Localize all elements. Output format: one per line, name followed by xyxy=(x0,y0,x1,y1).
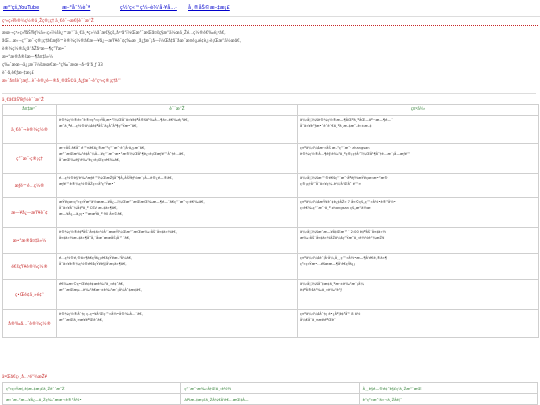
cell-text: ç›é€‰ç”¨æˆ·ä¸º zhangsan çš„æ“ä½œ xyxy=(300,206,371,210)
cell-text: ä¾‹å¦‚ï¼šè®¾ç½®æ—¶åŒºä¸ºåŒ—äº¬æ—¶é—´ xyxy=(300,118,393,122)
row-example xyxy=(298,198,539,228)
related-link[interactable]: APIæ–‡æ¡£ä¸Žå¼€å'è€…æŒ‡å— xyxy=(181,394,359,405)
table-row xyxy=(3,198,539,228)
cell-text: ç¤ºä¾‹ï¼šè´¦å·å¼‚å¸¸ç™»å½•æ—¶å‘é€é‚®ä»¶ xyxy=(300,256,388,260)
cell-text: è®¾ç½®é»˜è®¤ç³»ç»Ÿå‚æ•°ï¼Œå¯ä»¥è‡ªå®šä¹‰å…¶ä»–é€‰é¡¹ã€‚ xyxy=(59,118,189,122)
cell-text: æ”¯æŒä¸¤æ¥éªŒè¯ã€‚ xyxy=(59,318,104,322)
row-example xyxy=(298,116,539,144)
related-link[interactable]: ç³»ç»Ÿæ¦‚è¦æ–‡æ¡£ä¸Žè¯´æ˜Ž xyxy=(3,383,181,394)
table-row xyxy=(3,280,539,310)
table-row xyxy=(3,144,539,174)
intro-line: è®¾ç½®ä¿å˜åŽå³æ—¶ç”Ÿæ•ˆ xyxy=(2,46,67,51)
cell-text: è®¾ç½®è‡ªåŠ¨å¤‡ä»½å‘¨æœŸï¼Œæ”¯æŒæ‰‹åŠ¨å¤‡ä»½ã€‚ xyxy=(59,230,177,234)
cell-text: ç¤ºä¾‹ï¼šå¯†ç é•¿åº¦è‡³å°' 8 ä½ xyxy=(300,312,361,316)
column-header: å¤‡æ³¨ xyxy=(3,105,57,116)
row-description xyxy=(57,198,298,228)
intro-line: ç‰ˆæœ¬ä¿¡æ¯ï¼šæœ€æ–°ç‰ˆæœ¬å·²å‘å¸ƒ 33 xyxy=(2,62,103,67)
related-links-title: äºŒã€ç›¸å…³é“¾æŽ¥ xyxy=(2,374,48,379)
intro-line: è¯·å‚è€ƒæ–‡æ¡£ xyxy=(2,70,34,75)
cell-text: æ‰‹åŠ¨å¤‡ä»½åŽä¼šç”Ÿæˆä¸‹è½½é“¾æŽ¥ xyxy=(300,236,385,240)
cell-text: è®¾ç½®å¯†ç ç–ç•¥å'Œç™»å½•å®‰å…¨ã€‚ xyxy=(59,312,143,316)
related-link[interactable]: è”ç³»æˆ'ä»¬ä¸Žåé¦ˆ xyxy=(359,394,537,405)
table-row xyxy=(3,174,539,198)
cell-text: è®¾ç½®å…¶è§'è‰²ä¸ºç®¡ç†å‘˜ï¼Œå¹¶åˆ†é…æ¨¡å—æƒé™ xyxy=(300,152,411,156)
related-link[interactable]: æ›´æ–°æ—¥å¿—ä¸Žç‰ˆæœ¬è®°å½• xyxy=(3,394,181,405)
table-row xyxy=(3,310,539,338)
cell-text: ä¾‹å¦‚ï¼šæ¯æ—¥å‡Œæ™¨ 2:00 è‡ªåŠ¨å¤‡ä»½ xyxy=(300,230,387,234)
row-label: æ•°æ®å¤‡ä»½ xyxy=(3,228,57,254)
row-description xyxy=(57,254,298,280)
cell-text: æƒé™è®¾ç½®åŽç«‹å³ç”Ÿæ•ˆ xyxy=(59,182,116,186)
row-example xyxy=(298,310,539,338)
cell-text: ç³»ç»Ÿæ•…éšœæ—¶å‘é€çŸä¿¡ xyxy=(300,262,356,266)
cell-text: æ·»åŠ ã€åˆ é™¤ã€ä¿®æ”¹ç”¨æˆ·è´¦å·ä¿¡æ¯ã€‚ xyxy=(59,146,146,150)
intro-block xyxy=(2,29,536,94)
nav-link-help-docs[interactable]: å¸®åŠ©æ–‡æ¡£ xyxy=(188,5,230,11)
row-example xyxy=(298,144,539,174)
column-header: è¯´æ˜Ž xyxy=(57,105,298,116)
cell-text: ä¾‹å¦‚ï¼šåˆ‡æ¢ä¸ºæ·±è‰²æ¨¡å¼ xyxy=(300,282,364,286)
table-row xyxy=(3,254,539,280)
cell-text: æ”¯æŒæ‰¹é‡å¯¼å…¥ç”¨æˆ·æ•°æ®ï¼Œå¹¶è¿›è¡Œæƒé™åˆ†é…ã€‚ xyxy=(59,152,185,156)
row-example xyxy=(298,254,539,280)
cell-text: è‡ªå®šä¹‰ä¸»è‰²è°ƒ xyxy=(300,288,342,292)
row-label: ç•Œé¢ä¸»é¢˜ xyxy=(3,280,57,310)
nav-link-new-nav[interactable]: æ–°å¯¼èˆª xyxy=(62,5,91,11)
cell-text: ç¤ºä¾‹ï¼šæ·»åŠ æ–°ç”¨æˆ· zhangsan xyxy=(300,146,370,150)
section-title: ä¸€ã€åŠŸèƒ½è¯´æ˜Ž xyxy=(2,97,44,102)
page-subheading: ç³»ç»Ÿè®¾ç½®ä¸Žç®¡ç† ä¸€èˆ¬æ€§è¯´æ˜Ž xyxy=(2,17,538,26)
row-description xyxy=(57,228,298,254)
cell-text: é…ç½®è§'è‰²æƒé™ï¼ŒæŽ§åˆ¶å„åŠŸèƒ½æ¨¡å—è®¿é—®ã€‚ xyxy=(59,176,173,180)
cell-text: ç®¡ç†å‘˜å¯ä»¥ç¼–è¾'å'Œåˆ é™¤ xyxy=(300,182,361,186)
row-label: ä¸€èˆ¬è®¾ç½® xyxy=(3,116,57,144)
table-row xyxy=(3,228,539,254)
cell-text: å¯æŒ‰è§'è‰²è¿›è¡Œç›é€‰ã€‚ xyxy=(59,158,121,162)
cell-text: ä¾‹å¦‚ï¼šæ™®é€šç”¨æˆ·åªèƒ½æŸ¥çœ‹æ•°æ® xyxy=(300,176,388,180)
cell-text: æŸ¥çœ‹ç³»ç»Ÿæ“ä½œæ—¥å¿—ï¼Œæ”¯æŒæŒ‰æ—¶é—´ã€ç”¨æˆ·ç›é€‰ã€‚ xyxy=(59,200,205,204)
row-example xyxy=(298,280,539,310)
feature-table xyxy=(2,104,539,338)
related-links-table xyxy=(2,382,538,405)
nav-link-site-editor[interactable]: ç½‘ç«™ç¼–è¾'å·¥å…· xyxy=(120,5,177,11)
related-link[interactable]: ç”¨æˆ·æ‰‹å†Œä¸‹è½½ xyxy=(181,383,359,394)
row-example xyxy=(298,228,539,254)
related-link[interactable]: å¸¸è§é—®é¢˜è§£ç'ä¸Žæ”¯æŒ xyxy=(359,383,537,394)
row-description xyxy=(57,174,298,198)
intro-line: æ•°æ®å®šæ—¶å¤‡ä»½ xyxy=(2,54,53,59)
cell-text: å¯ä»¥è°ƒæ•´è¯è¨€ä¸ºä¸æ–‡æˆ–è‹±æ–‡ xyxy=(300,124,372,128)
cell-text: æ”¯æŒæµ…è‰²ã€æ·±è‰²æ¨¡å¼åˆ‡æ¢ã€‚ xyxy=(59,288,142,292)
cell-text: å¤‡ä»½æ–‡ä»¶å˜å‚¨åœ¨æœåŠ¡å™¨ã€‚ xyxy=(59,236,131,240)
column-header: ç¤ºä¾‹ xyxy=(298,105,539,116)
cell-text: æ—¥å¿—ä¿ç•™æœŸä¸º 90 å¤©ã€‚ xyxy=(59,212,124,216)
table-header-row xyxy=(3,105,539,116)
cell-text: æ¯ä¸ªé…ç½®ä¼šè‡ªåŠ¨ä¿å˜å¹¶ç”Ÿæ•ˆã€‚ xyxy=(59,124,138,128)
row-description xyxy=(57,116,298,144)
row-label: ç”¨æˆ·ç®¡ç† xyxy=(3,144,57,174)
cell-text: ç¤ºä¾‹ï¼šæŸ¥è¯¢è¿‡åŽ» 7 å¤©çš„ç™»å½•è®°å½• xyxy=(300,200,396,204)
links-row xyxy=(3,394,538,405)
cell-text: é…ç½®é‚®ä»¶ã€çŸä¿¡é€šçŸ¥æ–¹å¼ã€‚ xyxy=(59,256,133,260)
intro-line: æ›´å¤šè¯¦æƒ…è¯·è®¿é—®å¸®åŠ©ä¸å¿ƒæˆ–è”ç³»ç®¡ç†å‘˜ xyxy=(2,78,121,83)
links-row xyxy=(3,383,538,394)
intro-line: åŒ…æ‹¬ç”¨æˆ·ç®¡ç†ã€æƒé™è®¾ç½®ã€æ—¥å¿—æŸ¥è¯¢ç‰æ ¸å¿ƒæ¨¡å—ï¼Œå‡å¯åœ¨æ¤é¡µé¢è¿›è¡Œæ“ä½œã€‚ xyxy=(2,38,241,43)
nav-link-youtube[interactable]: æ°'çš„YouTube xyxy=(3,5,40,11)
table-row xyxy=(3,116,539,144)
row-example xyxy=(298,174,539,198)
intro-line: æœ¬ç³»ç»ŸåŠŸèƒ½ä»‹ç»ï¼šè¿™æ˜¯ä¸€ä¸ªç»¼åˆæ€§çš„å¹³å°ï¼Œæ”¯æŒå¤šç§æ“ä½œä¸Žé…ç½®é€‰é¡¹ã€‚ xyxy=(2,30,226,35)
row-description xyxy=(57,144,298,174)
cell-text: å¼€å¯ä¸¤æ¥éªŒè¯ xyxy=(300,318,336,322)
top-navigation xyxy=(0,0,540,17)
row-label: æ—¥å¿—æŸ¥è¯¢ xyxy=(3,198,57,228)
cell-text: å¯ä»¥è®¾ç½®é€šçŸ¥è§¦å'æ¡ä»¶ã€‚ xyxy=(59,262,127,266)
row-description xyxy=(57,310,298,338)
row-description xyxy=(57,280,298,310)
row-label: æƒé™é…ç½® xyxy=(3,174,57,198)
cell-text: å¯ä»¥å¯¼å‡ºä¸º CSV æ–‡ä»¶ã€‚ xyxy=(59,206,118,210)
cell-text: é€‰æ‹©ç•Œé¢é¢œè‰²ä¸»é¢˜ã€‚ xyxy=(59,282,125,286)
row-label: å®‰å…¨è®¾ç½® xyxy=(3,310,57,338)
row-label: é€šçŸ¥è®¾ç½® xyxy=(3,254,57,280)
